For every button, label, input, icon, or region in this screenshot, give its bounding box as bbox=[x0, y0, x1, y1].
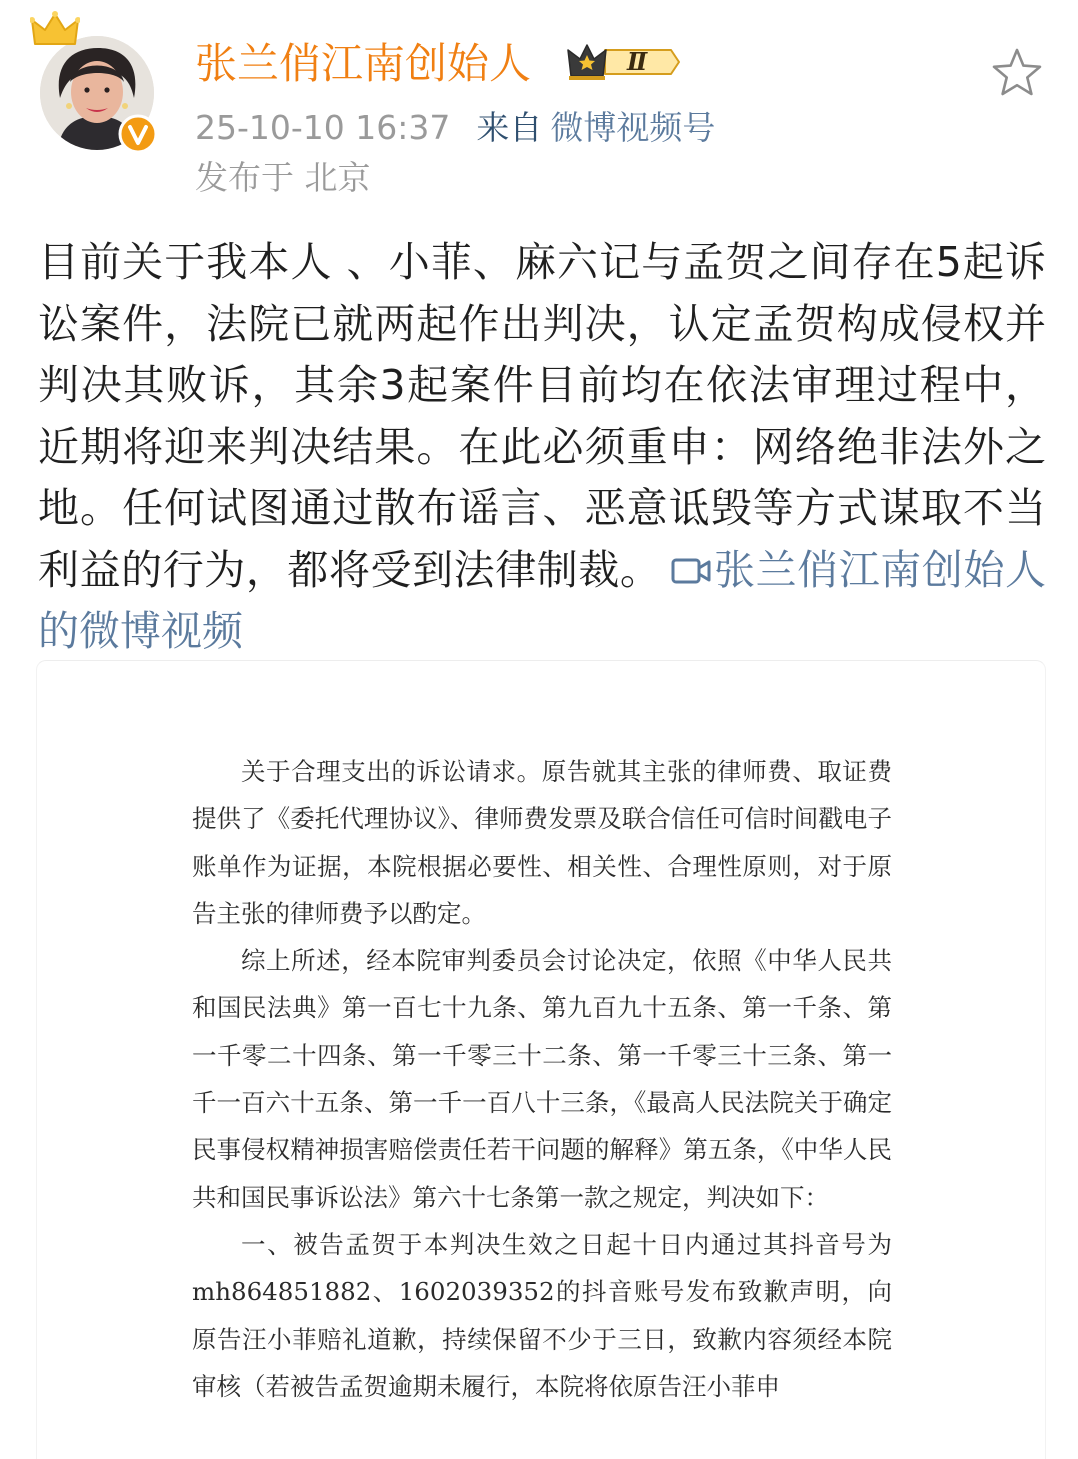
doc-paragraph: 综上所述，经本院审判委员会讨论决定，依照《中华人民共和国民法典》第一百七十九条、第九百九十五条、第一千条、第一千零二十四条、第一千零三十二条、第一千零三十三条、第一千一百六十五条、第一千一百八十三条，《最高人民法院关于确定民事侵权精神损害赔偿责任若干问题的解释》第五条，《中华人民共和国民事诉讼法》第六十七条第一款之规定，判决如下： bbox=[192, 946, 892, 1212]
post-body: 目前关于我本人 、小菲、麻六记与孟贺之间存在5起诉讼案件，法院已就两起作出判决，认定孟贺构成侵权并判决其败诉，其余3起案件目前均在依法审理过程中，近期将迎来判决结果。在此必须重申：网络绝非法外之地。任何试图通过散布谣言、恶意诋毁等方式谋取不当利益的行为，都将受到法律制裁。 bbox=[38, 238, 1046, 594]
post-meta bbox=[195, 106, 715, 150]
post-text bbox=[38, 232, 1046, 663]
judgment-document bbox=[192, 748, 892, 1410]
member-rank-badge[interactable] bbox=[565, 42, 683, 82]
doc-paragraph: 关于合理支出的诉讼请求。原告就其主张的律师费、取证费提供了《委托代理协议》、律师费发票及联合信任可信时间戳电子账单作为证据，本院根据必要性、相关性、合理性原则，对于原告主张的律师费予以酌定。 bbox=[192, 757, 892, 928]
username[interactable]: 张兰俏江南创始人 bbox=[195, 39, 532, 88]
crown-rank-icon bbox=[565, 42, 683, 82]
verified-badge-icon bbox=[118, 114, 158, 154]
post-location: 发布于 北京 bbox=[195, 158, 371, 197]
rank-label: Ⅱ bbox=[627, 47, 648, 76]
video-link-label: 张兰俏江南创始人的微博视频 bbox=[38, 545, 1047, 655]
doc-paragraph: 一、被告孟贺于本判决生效之日起十日内通过其抖音号为mh864851882、1602039352的抖音账号发布致歉声明，向原告汪小菲赔礼道歉，持续保留不少于三日，致歉内容须经本院审核（若被告孟贺逾期未履行，本院将依原告汪小菲申 bbox=[192, 1229, 892, 1401]
star-icon bbox=[990, 46, 1044, 100]
post-timestamp: 25-10-10 16:37 bbox=[195, 108, 451, 147]
video-camera-icon bbox=[671, 554, 711, 588]
crown-icon bbox=[30, 10, 80, 50]
source-prefix: 来自 bbox=[476, 108, 543, 147]
source-link[interactable]: 微博视频号 bbox=[550, 108, 716, 147]
favorite-button[interactable] bbox=[990, 46, 1044, 100]
